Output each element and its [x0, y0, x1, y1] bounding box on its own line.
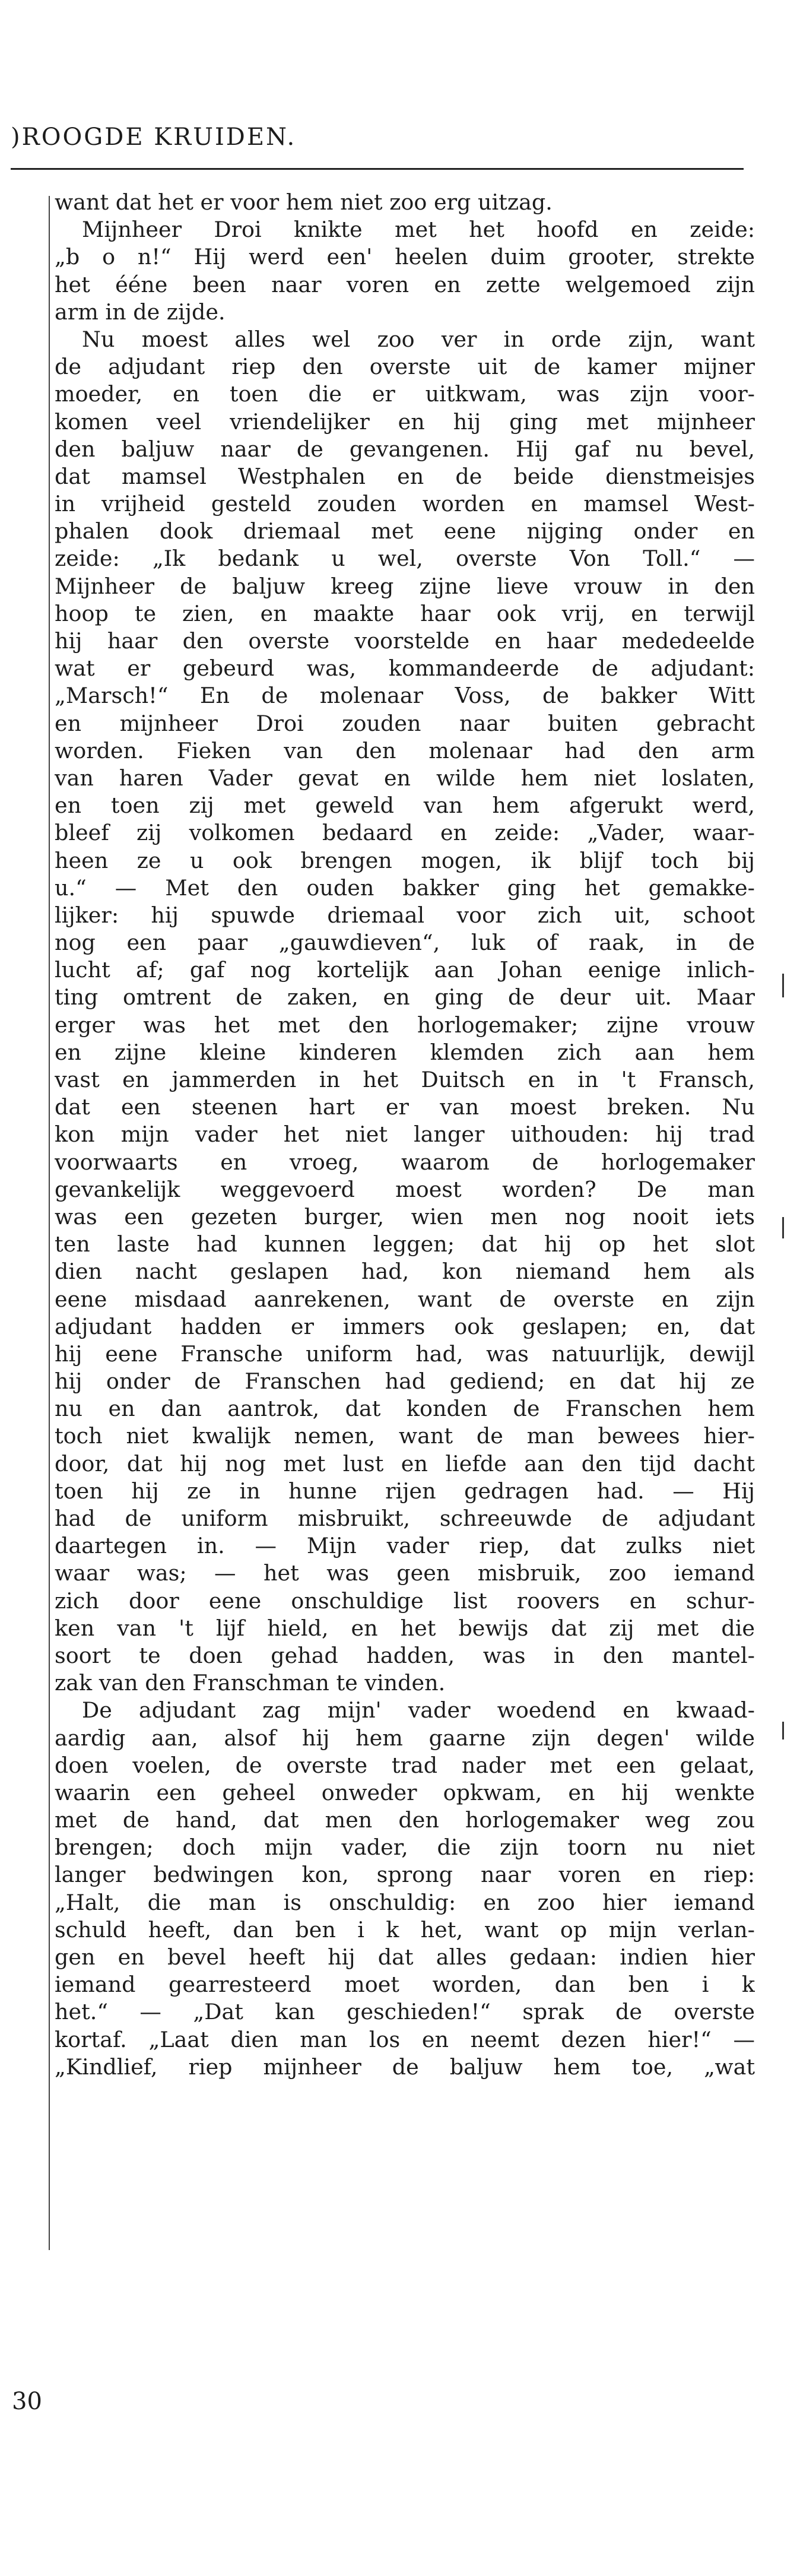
text-line: ten laste had kunnen leggen; dat hij op het slot	[55, 1231, 755, 1257]
text-line: in vrijheid gesteld zouden worden en mamsel West-	[55, 491, 755, 517]
text-line: aardig aan, alsof hij hem gaarne zijn degen' wilde	[55, 1725, 755, 1751]
text-line: want dat het er voor hem niet zoo erg uitzag.	[55, 189, 553, 215]
text-line: De adjudant zag mijn' vader woedend en kwaad-	[82, 1697, 755, 1723]
text-line: Mijnheer Droi knikte met het hoofd en zeide:	[82, 217, 755, 243]
text-line: „Halt, die man is onschuldig: en zoo hier iemand	[55, 1889, 755, 1915]
text-line: nu en dan aantrok, dat konden de Franschen hem	[55, 1396, 755, 1422]
text-line: „Kindlief, riep mijnheer de baljuw hem toe, „wat	[55, 2054, 755, 2080]
text-line: daartegen in. — Mijn vader riep, dat zulks niet	[55, 1533, 755, 1559]
text-line: bleef zij volkomen bedaard en zeide: „Vader, waar-	[55, 820, 755, 846]
text-line: door, dat hij nog met lust en liefde aan den tijd dacht	[55, 1450, 755, 1476]
text-line: voorwaarts en vroeg, waarom de horlogemaker	[55, 1149, 755, 1175]
text-line: zeide: „Ik bedank u wel, overste Von Toll.“ —	[55, 546, 755, 572]
text-line: heen ze u ook brengen mogen, ik blijf toch bij	[55, 847, 755, 873]
text-line: den baljuw naar de gevangenen. Hij gaf nu bevel,	[55, 436, 755, 462]
text-line: komen veel vriendelijker en hij ging met mijnheer	[55, 408, 755, 435]
text-line: de adjudant riep den overste uit de kamer mijner	[55, 354, 755, 380]
text-line: dien nacht geslapen had, kon niemand hem als	[55, 1259, 755, 1285]
text-line: zich door eene onschuldige list roovers en schur-	[55, 1588, 755, 1614]
text-line: had de uniform misbruikt, schreeuwde de adjudant	[55, 1506, 755, 1531]
text-line: hij haar den overste voorstelde en haar mededeelde	[55, 628, 755, 654]
text-line: toch niet kwalijk nemen, want de man bewees hier-	[55, 1423, 755, 1449]
text-line: Nu moest alles wel zoo ver in orde zijn, want	[82, 326, 755, 352]
text-line: en mijnheer Droi zouden naar buiten gebracht	[55, 710, 755, 736]
text-line: het.“ — „Dat kan geschieden!“ sprak de overste	[55, 1999, 755, 2025]
text-line: hij onder de Franschen had gediend; en dat hij ze	[55, 1368, 755, 1395]
text-line: wat er gebeurd was, kommandeerde de adjudant:	[55, 655, 755, 682]
header-rule	[11, 168, 744, 170]
text-line: Mijnheer de baljuw kreeg zijne lieve vrouw in den	[55, 573, 755, 599]
text-line: lijker: hij spuwde driemaal voor zich uit, schoot	[55, 902, 755, 928]
text-line: worden. Fieken van den molenaar had den arm	[55, 737, 755, 763]
text-line: arm in de zijde.	[55, 299, 226, 325]
running-head: )ROOGDE KRUIDEN.	[11, 123, 297, 151]
page-number: 30	[12, 2388, 42, 2415]
text-line: kon mijn vader het niet langer uithouden: hij trad	[55, 1121, 755, 1148]
text-line: hoop te zien, en maakte haar ook vrij, en terwijl	[55, 600, 755, 626]
margin-mark	[782, 1217, 784, 1238]
text-line: van haren Vader gevat en wilde hem niet loslaten,	[55, 765, 755, 791]
margin-mark	[782, 1722, 784, 1739]
text-line: moeder, en toen die er uitkwam, was zijn voor-	[55, 381, 755, 407]
text-line: ting omtrent de zaken, en ging de deur uit. Maar	[55, 984, 755, 1010]
text-line: was een gezeten burger, wien men nog nooit iets	[55, 1203, 755, 1230]
text-line: doen voelen, de overste trad nader met een gelaat,	[55, 1752, 755, 1778]
text-line: „Marsch!“ En de molenaar Voss, de bakker Witt	[55, 683, 755, 709]
margin-rule	[49, 196, 50, 2250]
text-line: vast en jammerden in het Duitsch en in 't Fransch,	[55, 1067, 755, 1092]
text-line: adjudant hadden er immers ook geslapen; en, dat	[55, 1313, 755, 1339]
text-line: iemand gearresteerd moet worden, dan ben i k	[55, 1972, 755, 1998]
text-line: het ééne been naar voren en zette welgemoed zijn	[55, 271, 755, 297]
text-line: waar was; — het was geen misbruik, zoo iemand	[55, 1560, 755, 1586]
text-line: u.“ — Met den ouden bakker ging het gemakke-	[55, 874, 755, 901]
text-line: zak van den Franschman te vinden.	[55, 1670, 446, 1696]
text-line: dat mamsel Westphalen en de beide dienstmeisjes	[55, 463, 755, 489]
text-line: gevankelijk weggevoerd moest worden? De man	[55, 1176, 755, 1202]
text-line: schuld heeft, dan ben i k het, want op mijn verlan-	[55, 1916, 755, 1943]
text-line: en zijne kleine kinderen klemden zich aan hem	[55, 1039, 755, 1065]
body-text	[55, 189, 755, 2081]
text-line: langer bedwingen kon, sprong naar voren en riep:	[55, 1862, 755, 1888]
text-line: kortaf. „Laat dien man los en neemt dezen hier!“ —	[55, 2026, 755, 2052]
text-line: phalen dook driemaal met eene nijging onder en	[55, 518, 755, 544]
text-line: waarin een geheel onweder opkwam, en hij wenkte	[55, 1779, 755, 1805]
text-line: en toen zij met geweld van hem afgerukt werd,	[55, 793, 755, 819]
text-line: „b o n!“ Hij werd een' heelen duim grooter, strekte	[55, 244, 755, 270]
text-line: met de hand, dat men den horlogemaker weg zou	[55, 1807, 755, 1833]
text-line: soort te doen gehad hadden, was in den mantel-	[55, 1642, 755, 1668]
text-line: erger was het met den horlogemaker; zijne vrouw	[55, 1012, 755, 1038]
text-line: lucht af; gaf nog kortelijk aan Johan eenige inlich-	[55, 957, 755, 983]
text-line: dat een steenen hart er van moest breken. Nu	[55, 1094, 755, 1120]
margin-mark	[782, 974, 784, 997]
text-line: ken van 't lijf hield, en het bewijs dat zij met die	[55, 1615, 755, 1641]
text-line: eene misdaad aanrekenen, want de overste en zijn	[55, 1286, 755, 1312]
text-line: nog een paar „gauwdieven“, luk of raak, in de	[55, 930, 755, 956]
text-line: toen hij ze in hunne rijen gedragen had. — Hij	[55, 1478, 755, 1504]
text-line: gen en bevel heeft hij dat alles gedaan: indien hier	[55, 1944, 755, 1970]
text-line: brengen; doch mijn vader, die zijn toorn nu niet	[55, 1834, 755, 1861]
text-line: hij eene Fransche uniform had, was natuurlijk, dewijl	[55, 1341, 755, 1367]
